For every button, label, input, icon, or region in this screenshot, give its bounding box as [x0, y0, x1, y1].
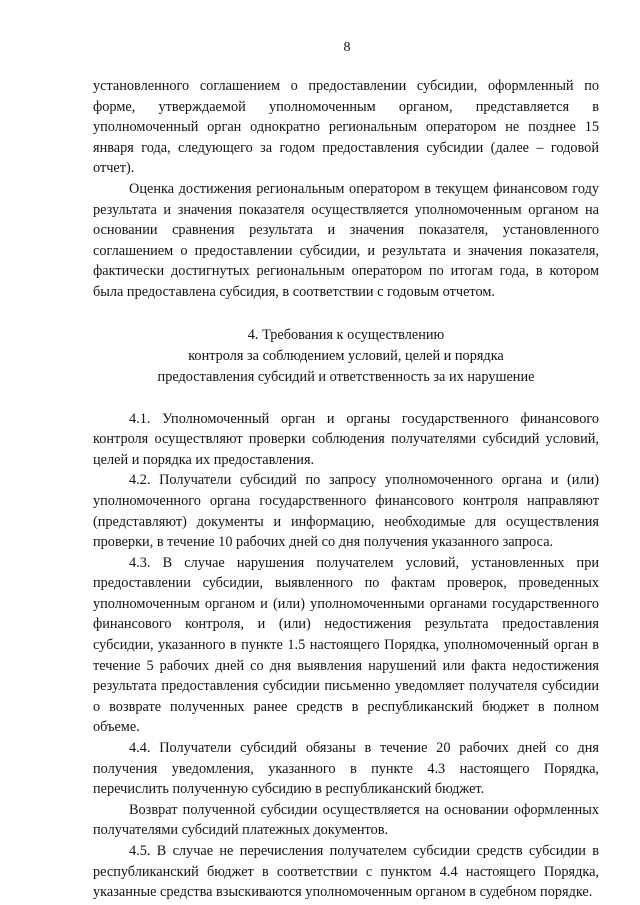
section-heading-line-1: 4. Требования к осуществлению [247, 326, 445, 343]
paragraph-4-3: 4.3. В случае нарушения получателем условий, установленных при предоставлении субсидии, выявленного по фактам проверок, проведенных уполномоченным органом и (или) уполномоченными органами государственного финансового контроля, и (или) недостижения результата предоставления субсидии, указанного в пункте 1.5 настоящего Порядка, уполномоченный орган в течение 5 рабочих дней со дня выявления нарушений или факта недостижения результата предоставления субсидии письменно уведомляет получателя субсидии о возврате полученных ранее средств в республиканский бюджет в полном объеме. [93, 554, 599, 736]
paragraph-report-continuation: установленного соглашением о предоставлении субсидии, оформленный по форме, утверждаемой уполномоченным органом, представляется в уполномоченный орган однократно региональным оператором не позднее 15 января года, следующего за годом предоставления субсидии (далее – годовой отчет). [93, 78, 599, 177]
paragraph-4-1: 4.1. Уполномоченный орган и органы государственного финансового контроля осуществляют проверки соблюдения получателями субсидий условий, целей и порядка их предоставления. [93, 410, 599, 468]
section-heading-line-3: предоставления субсидий и ответственность за их нарушение [157, 368, 535, 385]
paragraph-refund: Возврат полученной субсидии осуществляется на основании оформленных получателями субсидий платежных документов. [93, 801, 599, 839]
section-heading-line-2: контроля за соблюдением условий, целей и порядка [188, 347, 504, 364]
paragraph-4-4: 4.4. Получатели субсидий обязаны в течение 20 рабочих дней со дня получения уведомления, указанного в пункте 4.3 настоящего Порядка, перечислить полученную субсидию в республиканский бюджет. [93, 740, 599, 798]
page-number: 8 [343, 40, 351, 55]
paragraph-4-2: 4.2. Получатели субсидий по запросу уполномоченного органа и (или) уполномоченного органа государственного финансового контроля направляют (представляют) документы и информацию, необходимые для осуществления проверки, в течение 10 рабочих дней со дня получения указанного запроса. [93, 472, 599, 551]
section-heading [93, 325, 599, 388]
paragraph-assessment: Оценка достижения региональным оператором в текущем финансовом году результата и значения показателя осуществляется уполномоченным органом на основании сравнения результата и значения показателя, установленного соглашением о предоставлении субсидии, и результата и значения показателя, фактически достигнутых региональным оператором по итогам года, в котором была предоставлена субсидия, в соответствии с годовым отчетом. [93, 180, 599, 300]
document-page [93, 40, 599, 903]
paragraph-4-5: 4.5. В случае не перечисления получателем субсидии средств субсидии в республиканский бюджет в соответствии с пунктом 4.4 настоящего Порядка, указанные средства взыскиваются уполномоченным органом в судебном порядке. [93, 843, 599, 901]
